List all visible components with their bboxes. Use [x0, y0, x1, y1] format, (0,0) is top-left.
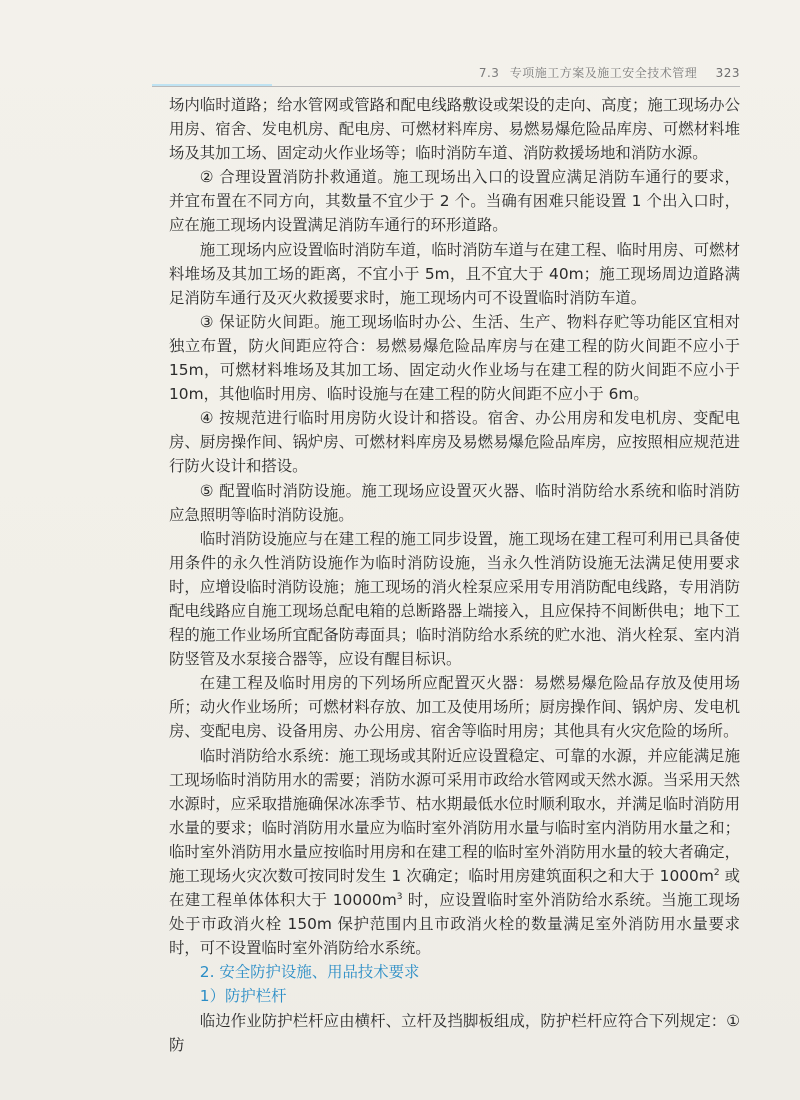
paragraph: 临边作业防护栏杆应由横杆、立杆及挡脚板组成，防护栏杆应符合下列规定：① 防: [169, 1011, 740, 1054]
body-text: [169, 93, 740, 1057]
paragraph: 施工现场内应设置临时消防车道，临时消防车道与在建工程、临时用房、可燃材料堆场及其加工场的距离，不宜小于 5m，且不宜大于 40m；施工现场周边道路满足消防车通行及灭火救援要求时，施工现场内可不设置临时消防车道。: [169, 240, 740, 307]
header-rule: [152, 86, 740, 87]
text-run: 或在建工程单体体积大于 10000m: [169, 867, 740, 910]
paragraph: ② 合理设置消防扑救通道。施工现场出入口的设置应满足消防车通行的要求，并宜布置在不同方向，其数量不宜少于 2 个。当确有困难只能设置 1 个出入口时，应在施工现场内设置满足消防车通行的环形道路。: [169, 168, 740, 235]
running-header: [440, 64, 740, 81]
paragraph: 临时消防设施应与在建工程的施工同步设置，施工现场在建工程可利用已具备使用条件的永久性消防设施作为临时消防设施，当永久性消防设施无法满足使用要求时，应增设临时消防设施；施工现场的消火栓泵应采用专用消防配电线路，专用消防配电线路应自施工现场总配电箱的总断路器上端接入，且应保持不间断供电；地下工程的施工作业场所宜配备防毒面具；临时消防给水系统的贮水池、消火栓泵、室内消防竖管及水泵接合器等，应设有醒目标识。: [169, 529, 740, 669]
section-number: 7.3: [478, 66, 500, 80]
section-title: 专项施工方案及施工安全技术管理: [509, 66, 698, 80]
subsection-heading: 1）防护栏杆: [199, 987, 287, 1006]
paragraph: ③ 保证防火间距。施工现场临时办公、生活、生产、物料存贮等功能区宜相对独立布置，防火间距应符合：易燃易爆危险品库房与在建工程的防火间距不应小于 15m，可燃材料堆场及其加工场、固定动火作业场与在建工程的防火间距不应小于 10m，其他临时用房、临时设施与在建工程的防火间距不应小于 6m。: [169, 312, 740, 404]
superscript: 2: [713, 867, 720, 878]
text-run: 时，应设置临时室外消防给水系统。当施工现场处于市政消火栓 150m 保护范围内且市政消火栓的数量满足室外消防用水量要求时，可不设置临时室外消防给水系统。: [169, 891, 740, 958]
text-run: 临时消防给水系统：施工现场或其附近应设置稳定、可靠的水源，并应能满足施工现场临时消防用水的需要；消防水源可采用市政给水管网或天然水源。当采用天然水源时，应采取措施确保冰冻季节、枯水期最低水位时顺利取水，并满足临时消防用水量的要求；临时消防用水量应为临时室外消防用水量与临时室内消防用水量之和；临时室外消防用水量应按临时用房和在建工程的临时室外消防用水量的较大者确定，施工现场火灾次数可按同时发生 1 次确定；临时用房建筑面积之和大于 1000m: [169, 746, 740, 885]
paragraph: ⑤ 配置临时消防设施。施工现场应设置灭火器、临时消防给水系统和临时消防应急照明等临时消防设施。: [169, 481, 740, 524]
paragraph: ④ 按规范进行临时用房防火设计和搭设。宿舍、办公用房和发电机房、变配电房、厨房操作间、锅炉房、可燃材料库房及易燃易爆危险品库房，应按照相应规范进行防火设计和搭设。: [169, 409, 740, 476]
section-heading: 2. 安全防护设施、用品技术要求: [199, 963, 420, 982]
paragraph: 场内临时道路；给水管网或管路和配电线路敷设或架设的走向、高度；施工现场办公用房、宿舍、发电机房、配电房、可燃材料库房、易燃易爆危险品库房、可燃材料堆场及其加工场、固定动火作业场等；临时消防车道、消防救援场地和消防水源。: [169, 96, 740, 163]
superscript: 3: [396, 891, 403, 902]
paragraph: 在建工程及临时用房的下列场所应配置灭火器：易燃易爆危险品存放及使用场所；动火作业场所；可燃材料存放、加工及使用场所；厨房操作间、锅炉房、发电机房、变配电房、设备用房、办公用房、宿舍等临时用房；其他具有火灾危险的场所。: [169, 674, 740, 741]
paragraph: [169, 744, 740, 961]
page-number: 323: [715, 66, 740, 80]
